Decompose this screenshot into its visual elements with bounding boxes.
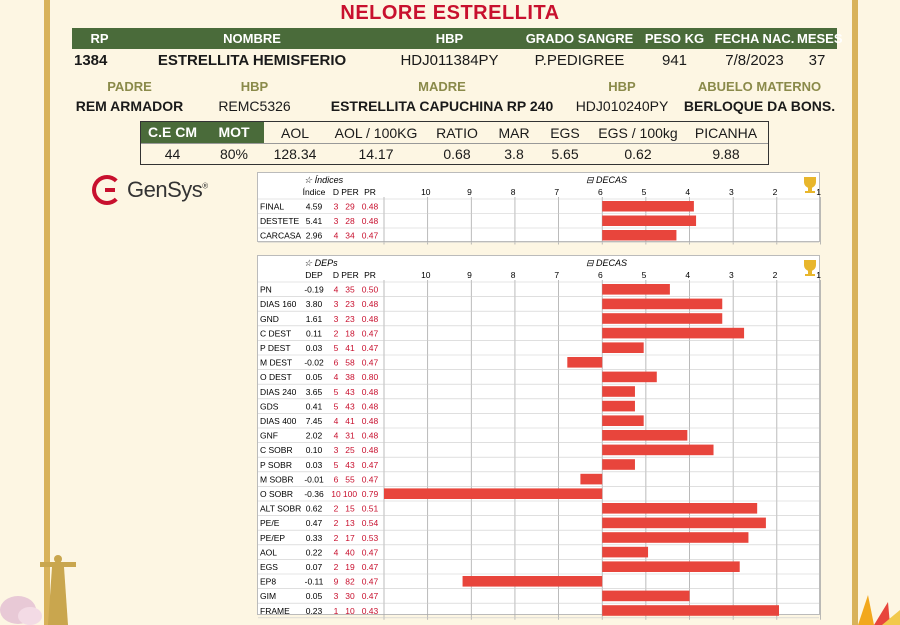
deps-row-pr: 0.47 <box>361 562 379 572</box>
animal-header-values <box>72 49 837 71</box>
deps-row-d: 5 <box>333 401 339 412</box>
deps-row-name: P DEST <box>260 343 291 353</box>
deps-row <box>260 299 722 310</box>
gensys-logo <box>92 172 222 208</box>
deps-row-name: M DEST <box>260 357 293 368</box>
deps-decas-label: ⊟ DECAS <box>586 258 628 268</box>
indices-row-per: 34 <box>345 230 355 241</box>
deps-row-name: GDS <box>260 401 279 412</box>
deps-row-value: -0.11 <box>304 576 324 587</box>
deps-trophy-icon <box>804 260 816 276</box>
deps-row <box>260 474 602 485</box>
deps-row-d: 2 <box>333 328 339 339</box>
deps-row-d: 5 <box>333 386 339 397</box>
value-egs: 5.65 <box>551 146 579 162</box>
label-padre-hbp: HBP <box>240 79 269 94</box>
deps-row <box>260 488 602 499</box>
deps-row-per: 19 <box>345 562 355 572</box>
deps-row <box>260 459 635 470</box>
deps-row <box>260 591 690 602</box>
indices-row-d: 3 <box>333 216 339 226</box>
deps-row-name: EGS <box>260 562 278 572</box>
deps-row-value: -0.01 <box>304 474 324 485</box>
value-picanha: 9.88 <box>712 146 740 162</box>
animal-header-labels <box>72 28 843 49</box>
label-mar: MAR <box>498 124 530 141</box>
deps-row-per: 43 <box>345 459 355 470</box>
label-padre: PADRE <box>107 79 152 94</box>
deps-row-name: M SOBR <box>260 474 294 485</box>
deps-row-d: 2 <box>333 532 339 543</box>
deps-row-value: 3.65 <box>305 386 323 397</box>
deps-deca-label: 3 <box>728 270 734 280</box>
deps-row-pr: 0.47 <box>361 459 379 470</box>
deps-column-header: D <box>332 270 340 280</box>
deps-row <box>260 313 722 324</box>
deps-row-d: 4 <box>333 284 339 295</box>
measures-values <box>141 143 768 164</box>
value-ce-cm: 44 <box>164 146 181 162</box>
deps-row-per: 10 <box>345 605 355 616</box>
indices-row-bar <box>602 230 676 241</box>
deps-row-pr: 0.48 <box>361 299 379 310</box>
deps-row <box>260 357 602 368</box>
deps-row-d: 6 <box>333 474 339 485</box>
deps-row-value: 3.80 <box>305 299 323 310</box>
deps-row-value: 0.47 <box>305 518 323 529</box>
deps-row-bar <box>602 372 657 383</box>
deps-row-bar <box>602 401 635 412</box>
label-picanha: PICANHA <box>694 124 758 141</box>
indices-deca-label: 6 <box>598 187 603 197</box>
deps-row-value: 0.33 <box>305 532 323 543</box>
deps-row-bar <box>602 342 643 353</box>
deps-row-name: C DEST <box>260 328 292 339</box>
indices-deca-label: 8 <box>510 187 516 197</box>
deps-row-per: 18 <box>345 328 355 339</box>
value-grado-sangre: P.PEDIGREE <box>534 51 625 69</box>
value-padre: REM ARMADOR <box>75 98 184 114</box>
indices-decas-label: ⊟ DECAS <box>586 175 628 185</box>
deps-row-pr: 0.47 <box>361 547 379 558</box>
deps-row-per: 38 <box>345 372 355 383</box>
deps-column-header: PR <box>364 270 376 280</box>
indices-row-name: FINAL <box>260 201 285 212</box>
deps-row-value: -0.19 <box>304 284 324 295</box>
value-meses: 37 <box>808 51 826 69</box>
deps-row-value: 0.05 <box>305 372 323 383</box>
measures-table <box>140 121 769 165</box>
deps-row <box>260 430 687 441</box>
deps-row <box>260 415 644 426</box>
indices-row-bar <box>602 216 696 227</box>
deps-row-name: AOL <box>260 547 278 558</box>
deps-row-bar <box>602 459 635 470</box>
right-border-decoration <box>852 0 858 625</box>
deps-row-pr: 0.48 <box>361 430 379 441</box>
deps-row-value: 0.05 <box>305 591 323 602</box>
value-padre-hbp: REMC5326 <box>218 98 291 114</box>
label-meses: MESES <box>797 31 843 46</box>
deps-row-per: 23 <box>345 299 355 310</box>
value-aol: 128.34 <box>273 146 317 162</box>
deps-row-name: DIAS 160 <box>260 299 297 310</box>
indices-row-d: 3 <box>333 201 339 212</box>
deps-row-bar <box>602 313 722 324</box>
label-aol: AOL <box>280 124 309 141</box>
indices-column-header: Índice <box>302 187 326 197</box>
indices-deca-label: 7 <box>554 187 560 197</box>
indices-row-per: 29 <box>345 201 355 212</box>
deps-row <box>260 518 766 529</box>
label-mot: MOT <box>204 122 264 143</box>
indices-row-name: CARCASA <box>260 230 302 241</box>
indices-deca-label: 1 <box>816 187 822 197</box>
deps-row-value: 0.03 <box>305 459 323 470</box>
flower-decoration-icon <box>838 590 900 625</box>
deps-row <box>260 342 644 353</box>
deps-row-per: 15 <box>345 503 355 514</box>
deps-deca-label: 4 <box>685 270 691 280</box>
deps-row <box>260 576 602 587</box>
deps-row-bar <box>602 547 648 558</box>
deps-section-label: ☆ DEPs <box>304 258 338 268</box>
deps-row-value: 2.02 <box>305 430 323 441</box>
deps-row-bar <box>384 488 602 499</box>
indices-row-value: 5.41 <box>305 216 323 226</box>
deps-row-d: 4 <box>333 430 339 441</box>
deps-row-pr: 0.50 <box>361 284 379 295</box>
deps-row-pr: 0.54 <box>361 518 379 529</box>
value-peso: 941 <box>661 51 688 69</box>
deps-row-per: 23 <box>345 313 355 324</box>
label-egs-100kg: EGS / 100kg <box>598 124 678 141</box>
deps-row-bar <box>602 415 643 426</box>
deps-row-d: 3 <box>333 445 339 456</box>
deps-deca-label: 5 <box>641 270 647 280</box>
deps-row-value: 0.23 <box>305 605 323 616</box>
deps-row-per: 30 <box>345 591 355 602</box>
deps-row-d: 5 <box>333 459 339 470</box>
lineage-labels <box>72 78 837 95</box>
indices-row-d: 4 <box>333 230 339 241</box>
label-madre: MADRE <box>418 79 466 94</box>
deps-row-name: GNF <box>260 430 278 441</box>
deps-row-d: 4 <box>333 416 339 426</box>
label-ratio: RATIO <box>436 124 478 141</box>
deps-row-pr: 0.48 <box>361 313 379 324</box>
deps-row <box>260 386 635 397</box>
deps-row-per: 31 <box>345 430 355 441</box>
deps-row-per: 35 <box>345 284 355 295</box>
deps-row <box>260 401 635 412</box>
indices-deca-label: 9 <box>467 187 472 197</box>
deps-row-d: 3 <box>333 313 339 324</box>
measures-labels <box>141 122 768 143</box>
deps-row-per: 40 <box>345 547 355 558</box>
label-abuelo-materno: ABUELO MATERNO <box>697 79 822 94</box>
deps-row-bar <box>602 591 689 602</box>
deps-row-name: P SOBR <box>260 459 292 470</box>
indices-deca-label: 3 <box>728 187 734 197</box>
indices-deca-label: 5 <box>641 187 647 197</box>
indices-row <box>260 230 676 241</box>
deps-row-bar <box>602 299 722 310</box>
indices-row-name: DESTETE <box>260 216 300 226</box>
deps-row-name: PE/E <box>260 518 280 529</box>
deps-row-pr: 0.47 <box>361 357 379 368</box>
deps-chart <box>258 256 822 620</box>
deps-row-value: 0.41 <box>305 401 323 412</box>
value-hbp: HDJ011384PY <box>400 51 499 69</box>
deps-row-bar <box>463 576 603 587</box>
deps-row-per: 41 <box>345 343 355 353</box>
value-madre: ESTRELLITA CAPUCHINA RP 240 <box>330 98 554 114</box>
deps-row-name: GIM <box>260 591 277 602</box>
deps-deca-label: 8 <box>510 270 516 280</box>
indices-row-pr: 0.47 <box>361 230 379 241</box>
label-egs: EGS <box>550 124 580 141</box>
deps-row-name: O DEST <box>260 372 292 383</box>
deps-row-d: 9 <box>333 576 339 587</box>
deps-row-d: 6 <box>333 357 339 368</box>
deps-row-per: 82 <box>345 576 355 587</box>
deps-row-pr: 0.79 <box>361 489 379 499</box>
value-mar: 3.8 <box>504 146 524 162</box>
deps-column-header: PER <box>341 270 359 280</box>
deps-row-name: O SOBR <box>260 489 294 499</box>
deps-deca-label: 2 <box>772 270 778 280</box>
left-border-decoration <box>44 0 50 625</box>
deps-row-value: 0.62 <box>305 503 323 514</box>
indices-column-header: PR <box>364 187 376 197</box>
deps-row-d: 2 <box>333 503 339 514</box>
deps-row-name: PN <box>260 284 272 295</box>
label-nombre: NOMBRE <box>223 31 281 46</box>
value-rp: 1384 <box>74 51 108 69</box>
deps-row-pr: 0.48 <box>361 386 379 397</box>
deps-deca-label: 9 <box>467 270 472 280</box>
deps-column-header: DEP <box>305 270 323 280</box>
deps-row-bar <box>602 430 687 441</box>
deps-row-value: -0.36 <box>304 489 324 499</box>
indices-row-bar <box>602 201 694 212</box>
deps-row-pr: 0.53 <box>361 532 379 543</box>
deps-row-value: 0.22 <box>305 547 323 558</box>
lineage-values <box>72 96 837 116</box>
deps-row-bar <box>602 386 635 397</box>
label-madre-hbp: HBP <box>608 79 636 94</box>
deps-row-per: 13 <box>345 518 355 529</box>
deps-row-d: 4 <box>333 372 339 383</box>
label-ce-cm: C.E CM <box>141 122 204 143</box>
label-rp: RP <box>90 31 109 46</box>
value-nombre: ESTRELLITA HEMISFERIO <box>157 51 347 69</box>
deps-deca-label: 1 <box>816 270 822 280</box>
deps-row-per: 43 <box>345 401 355 412</box>
deps-row-value: 1.61 <box>305 313 323 324</box>
deps-row-d: 10 <box>331 489 341 499</box>
indices-deca-label: 2 <box>772 187 778 197</box>
deps-row-bar <box>602 445 713 456</box>
indices-row <box>260 201 694 212</box>
indices-trophy-icon <box>804 177 816 193</box>
deps-row-name: DIAS 400 <box>260 416 297 426</box>
value-abuelo-materno: BERLOQUE DA BONS. <box>683 98 836 114</box>
deps-row <box>260 532 748 543</box>
deps-row-d: 1 <box>333 605 339 616</box>
deps-deca-label: 7 <box>554 270 560 280</box>
deps-row-name: DIAS 240 <box>260 386 297 397</box>
gensys-logo-text: GenSys® <box>127 177 208 202</box>
deps-row-name: GND <box>260 313 279 324</box>
deps-deca-label: 10 <box>421 270 431 280</box>
indices-row-per: 28 <box>345 216 355 226</box>
deps-row <box>260 328 744 339</box>
deps-row-bar <box>602 518 766 529</box>
deps-row-name: FRAME <box>260 605 290 616</box>
deps-row-pr: 0.47 <box>361 576 379 587</box>
deps-row-name: EP8 <box>260 576 277 587</box>
deps-row-pr: 0.47 <box>361 328 379 339</box>
indices-row-pr: 0.48 <box>361 216 379 226</box>
label-aol-100kg: AOL / 100KG <box>334 124 418 141</box>
deps-row-per: 55 <box>345 474 355 485</box>
deps-row-bar <box>580 474 602 485</box>
indices-chart <box>258 173 822 245</box>
deps-row-d: 5 <box>333 343 339 353</box>
deps-row-bar <box>602 605 779 616</box>
indices-deca-label: 4 <box>685 187 691 197</box>
deps-row-pr: 0.43 <box>361 605 379 616</box>
deps-row-d: 3 <box>333 591 339 602</box>
deps-row-value: 0.03 <box>305 343 323 353</box>
deps-row-name: C SOBR <box>260 445 293 456</box>
indices-panel <box>257 172 820 242</box>
deps-row-pr: 0.47 <box>361 474 379 485</box>
deps-row-d: 2 <box>333 518 339 529</box>
deps-row-per: 58 <box>345 357 355 368</box>
deps-row-d: 2 <box>333 562 339 572</box>
deps-row-per: 25 <box>345 445 355 456</box>
deps-row <box>260 445 714 456</box>
deps-row <box>260 503 757 514</box>
deps-row-bar <box>602 532 748 543</box>
label-peso: PESO KG <box>644 31 705 46</box>
deps-row-value: 0.11 <box>306 328 322 339</box>
deps-row-pr: 0.51 <box>361 503 379 514</box>
deps-row-pr: 0.80 <box>361 372 379 383</box>
value-madre-hbp: HDJ010240PY <box>575 98 669 114</box>
deps-row-pr: 0.47 <box>361 591 379 602</box>
value-mot: 80% <box>219 146 249 162</box>
gensys-logo-mark-icon <box>92 175 122 205</box>
deps-row-value: 7.45 <box>305 416 323 426</box>
label-grado-sangre: GRADO SANGRE <box>525 31 634 46</box>
deps-row-value: 0.10 <box>305 445 323 456</box>
deps-panel <box>257 255 820 615</box>
deps-row-per: 43 <box>345 386 355 397</box>
deps-row-pr: 0.47 <box>361 343 379 353</box>
indices-column-header: D <box>332 187 340 197</box>
page-title: NELORE ESTRELLITA <box>340 2 560 24</box>
deps-row <box>260 605 779 616</box>
indices-row-value: 2.96 <box>305 230 323 241</box>
deps-row-name: PE/EP <box>260 532 286 543</box>
deps-row-name: ALT SOBR <box>260 503 302 514</box>
indices-row-value: 4.59 <box>305 201 323 212</box>
value-fecha-nac: 7/8/2023 <box>725 51 784 69</box>
deps-row-pr: 0.48 <box>361 445 379 456</box>
deps-row-per: 41 <box>345 416 355 426</box>
deps-row-d: 3 <box>333 299 339 310</box>
deps-row-per: 100 <box>342 489 358 499</box>
deps-row <box>260 284 670 295</box>
label-hbp: HBP <box>435 31 464 46</box>
deps-row <box>260 372 657 383</box>
deps-row-bar <box>602 503 757 514</box>
indices-column-header: PER <box>341 187 359 197</box>
indices-deca-label: 10 <box>421 187 431 197</box>
label-fecha-nac: FECHA NAC. <box>714 31 795 46</box>
value-aol-100kg: 14.17 <box>358 146 394 162</box>
deps-row-d: 4 <box>333 547 339 558</box>
deps-deca-label: 6 <box>598 270 603 280</box>
value-ratio: 0.68 <box>443 146 471 162</box>
christ-statue-icon <box>0 540 90 625</box>
indices-row-pr: 0.48 <box>361 201 379 212</box>
deps-row-pr: 0.48 <box>361 401 379 412</box>
indices-section-label: ☆ Índices <box>304 175 344 185</box>
deps-row-bar <box>602 328 744 339</box>
deps-row-per: 17 <box>345 532 355 543</box>
deps-row-pr: 0.48 <box>361 416 379 426</box>
deps-row <box>260 547 648 558</box>
indices-row <box>260 216 696 227</box>
deps-row-value: -0.02 <box>304 357 324 368</box>
deps-row-value: 0.07 <box>305 562 323 572</box>
deps-row-bar <box>602 284 670 295</box>
deps-row-bar <box>602 561 739 572</box>
deps-row <box>260 561 740 572</box>
value-egs-100kg: 0.62 <box>624 146 652 162</box>
deps-row-bar <box>567 357 602 368</box>
